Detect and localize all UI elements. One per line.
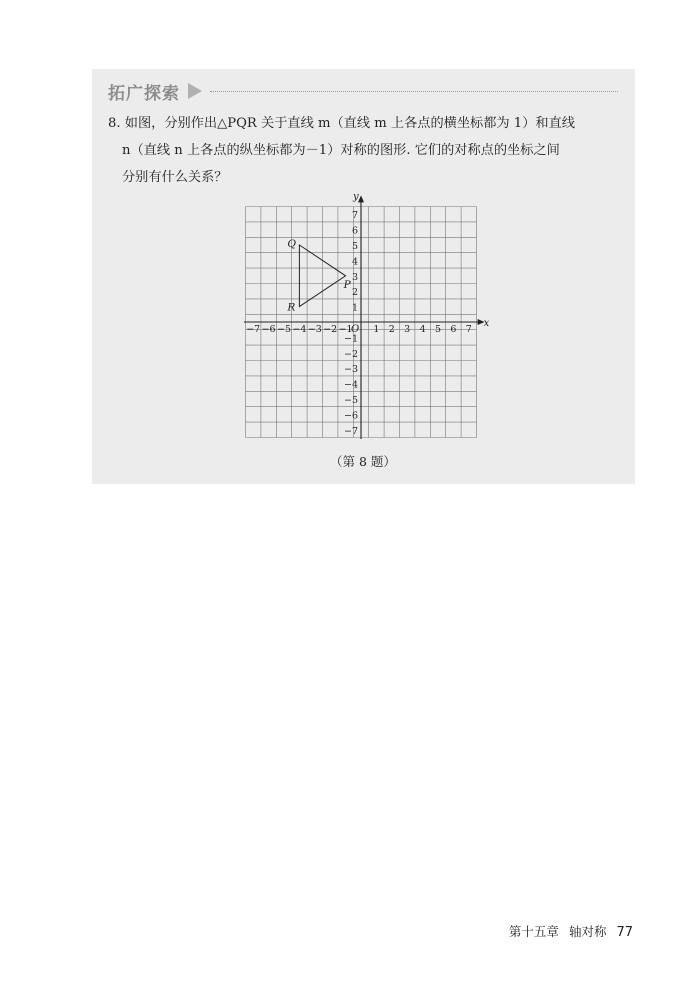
x-tick-label: −6 <box>261 324 276 335</box>
problem-line-3: 分别有什么关系？ <box>122 170 228 185</box>
point-label-p: P <box>343 278 351 291</box>
y-tick-label: 5 <box>351 241 358 252</box>
section-header <box>108 80 618 102</box>
y-tick-label: 1 <box>351 302 358 314</box>
y-tick-label: −2 <box>343 348 358 360</box>
x-tick-label: 2 <box>388 324 395 335</box>
dotted-divider <box>210 91 618 92</box>
y-tick-label: 2 <box>351 287 358 299</box>
page-number: 77 <box>616 925 633 940</box>
y-tick-label: −3 <box>343 364 358 376</box>
page-footer <box>509 922 633 940</box>
x-tick-label: 7 <box>465 324 472 335</box>
y-tick-label: 6 <box>351 225 358 237</box>
x-tick-label: 6 <box>450 324 457 335</box>
problem-text <box>108 110 628 191</box>
y-tick-label: −7 <box>343 425 358 437</box>
x-axis-label: x <box>483 318 490 329</box>
footer-section: 轴对称 <box>568 924 607 939</box>
x-tick-label: −4 <box>292 324 307 335</box>
footer-chapter: 第十五章 <box>508 924 559 939</box>
x-tick-label: −1 <box>338 324 353 335</box>
y-tick-label: −1 <box>343 333 358 345</box>
x-tick-label: 5 <box>434 324 442 335</box>
coordinate-figure <box>238 191 490 444</box>
y-axis-arrow <box>358 195 364 202</box>
point-label-q: Q <box>287 238 297 250</box>
y-tick-label: 7 <box>351 210 358 222</box>
x-tick-label: 3 <box>404 324 411 335</box>
y-tick-label: −5 <box>343 395 358 406</box>
x-tick-label: 4 <box>419 324 426 335</box>
x-tick-label: −7 <box>246 324 261 335</box>
figure-caption: （第 8 题） <box>330 454 396 469</box>
x-tick-label: 1 <box>373 324 380 335</box>
point-label-r: R <box>287 301 296 314</box>
x-tick-label: −3 <box>307 324 322 335</box>
problem-line-2: n（直线 n 上各点的纵坐标都为－1）对称的图形. 它们的对称点的坐标之间 <box>122 143 560 158</box>
section-title: 拓广探索 <box>108 83 180 104</box>
y-tick-label: 3 <box>351 271 358 283</box>
y-tick-label: −6 <box>343 410 358 422</box>
x-tick-label: −5 <box>276 324 292 335</box>
y-axis-label: y <box>353 191 359 203</box>
y-tick-label: −4 <box>343 379 358 391</box>
origin-label: O <box>351 324 360 335</box>
x-tick-label: −2 <box>323 324 338 335</box>
problem-line-1: 8. 如图，分别作出△PQR 关于直线 m（直线 m 上各点的横坐标都为 1）和直线 <box>108 116 575 131</box>
y-tick-label: 4 <box>351 256 358 268</box>
play-arrow-icon <box>188 83 202 99</box>
coordinate-grid <box>238 191 490 444</box>
